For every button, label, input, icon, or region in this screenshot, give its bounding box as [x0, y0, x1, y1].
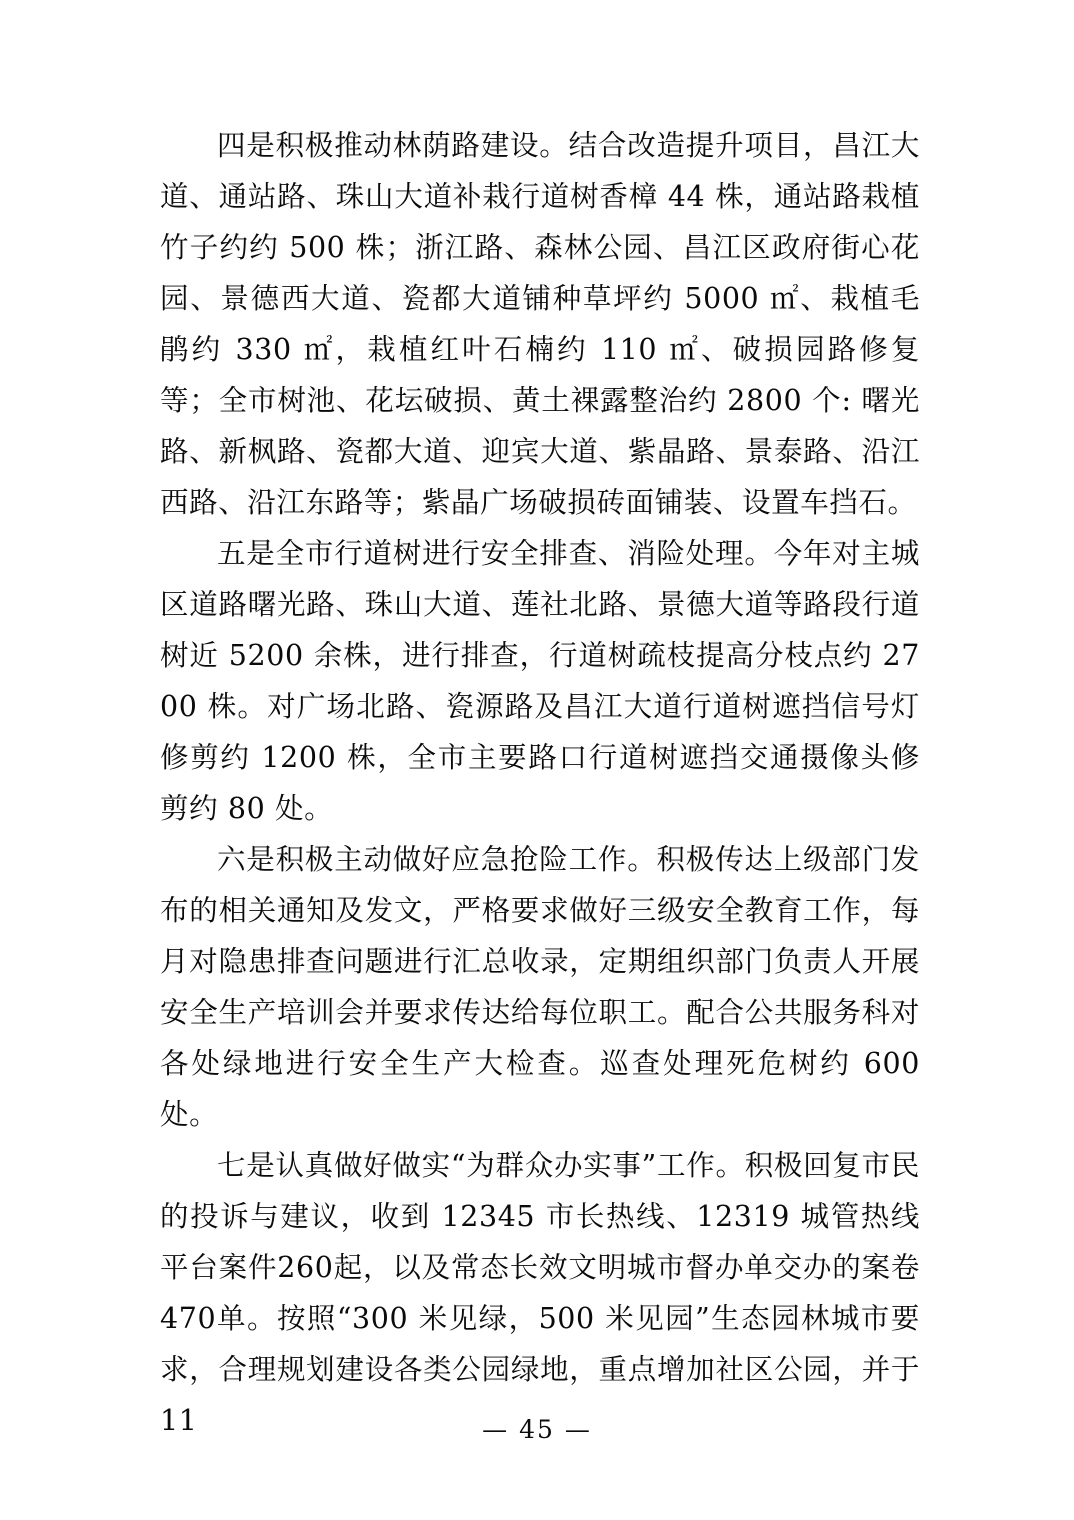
paragraph-5: 五是全市行道树进行安全排查、消险处理。今年对主城区道路曙光路、珠山大道、莲社北路、景德大道等路段行道树近 5200 余株，进行排查，行道树疏枝提高分枝点约 2700 株。对广场北路、瓷源路及昌江大道行道树遮挡信号灯修剪约 1200 株，全市主要路口行道树遮挡交通摄像头修剪约 80 处。 [160, 537, 920, 825]
paragraph-7: 七是认真做好做实“为群众办实事”工作。积极回复市民的投诉与建议，收到 12345 市长热线、12319 城管热线平台案件260起，以及常态长效文明城市督办单交办的案卷470单。按照“300 米见绿，500 米见园”生态园林城市要求，合理规划建设各类公园绿地，重点增加社区公园，并于 11 [160, 1149, 920, 1437]
paragraph-4: 四是积极推动林荫路建设。结合改造提升项目，昌江大道、通站路、珠山大道补栽行道树香樟 44 株，通站路栽植竹子约约 500 株；浙江路、森林公园、昌江区政府街心花园、景德西大道、瓷都大道铺种草坪约 5000 ㎡、栽植毛鹃约 330 ㎡，栽植红叶石楠约 110 ㎡、破损园路修复等；全市树池、花坛破损、黄土裸露整治约 2800 个: 曙光路、新枫路、瓷都大道、迎宾大道、紫晶路、景泰路、沿江西路、沿江东路等；紫晶广场破损砖面铺装、设置车挡石。 [160, 129, 920, 519]
paragraph-6: 六是积极主动做好应急抢险工作。积极传达上级部门发布的相关通知及发文，严格要求做好三级安全教育工作，每月对隐患排查问题进行汇总收录，定期组织部门负责人开展安全生产培训会并要求传达给每位职工。配合公共服务科对各处绿地进行安全生产大检查。巡查处理死危树约 600 处。 [160, 843, 920, 1131]
page-body [160, 120, 920, 1446]
page-number: — 45 — [482, 1415, 592, 1444]
